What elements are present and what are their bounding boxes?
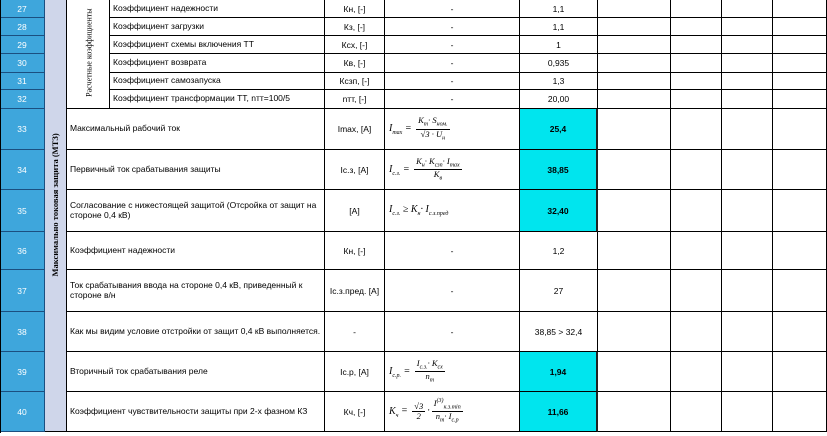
empty-cell[interactable] (671, 18, 722, 36)
row-value-text: 1,1 (552, 3, 565, 14)
empty-cell[interactable] (773, 36, 827, 54)
row-unit-text: nтт, [-] (342, 94, 367, 104)
row-value-text: 0,935 (547, 58, 570, 68)
row-unit[interactable] (325, 352, 385, 392)
row-formula[interactable] (385, 54, 520, 73)
row-number-text: 36 (17, 245, 27, 256)
row-unit[interactable] (325, 270, 385, 312)
empty-cell[interactable] (722, 90, 773, 109)
row-value[interactable] (520, 73, 598, 90)
row-number-text: 40 (17, 406, 27, 417)
empty-cell[interactable] (671, 190, 722, 232)
row-number[interactable] (0, 352, 45, 392)
row-formula[interactable] (385, 150, 520, 190)
row-formula[interactable] (385, 36, 520, 54)
row-value[interactable] (520, 0, 598, 18)
row-label[interactable] (67, 232, 325, 270)
section-design-coeffs (67, 0, 110, 109)
row-formula[interactable] (385, 232, 520, 270)
empty-cell[interactable] (671, 270, 722, 312)
row-value[interactable] (520, 352, 598, 392)
row-formula[interactable] (385, 190, 520, 232)
empty-cell[interactable] (773, 150, 827, 190)
row-value-text: 11,66 (547, 406, 569, 417)
row-unit-text: Ксзп, [-] (339, 76, 370, 86)
row-formula[interactable] (385, 18, 520, 36)
empty-cell[interactable] (598, 392, 671, 432)
row-label-text: Ток срабатывания ввода на стороне 0,4 кВ, приведенный к стороне в/н (70, 279, 303, 300)
formula: $I_{max}$ = $\frac{K_т\cdot S_{ном.}}{√3 \cdot U_н}$ (389, 115, 448, 142)
row-unit[interactable] (325, 232, 385, 270)
row-value-text: 1,94 (549, 366, 567, 377)
row-label-text: Коэффициент надежности (113, 2, 219, 13)
row-unit[interactable] (325, 90, 385, 109)
row-label-text: Коэффициент возврата (113, 57, 207, 68)
row-value-text: 1,2 (552, 245, 565, 256)
row-value[interactable] (520, 90, 598, 109)
row-unit[interactable] (325, 54, 385, 73)
row-number-text: 35 (17, 205, 27, 216)
row-number-text: 38 (17, 326, 27, 337)
row-label[interactable] (110, 36, 325, 54)
row-label-text: Максимальный рабочий ток (70, 123, 180, 134)
row-value[interactable] (520, 232, 598, 270)
row-unit-text: - (353, 326, 356, 337)
row-label[interactable] (67, 392, 325, 432)
empty-cell[interactable] (671, 90, 722, 109)
row-value[interactable] (520, 270, 598, 312)
row-number-text: 32 (17, 94, 27, 104)
row-number[interactable] (0, 150, 45, 190)
row-number[interactable] (0, 270, 45, 312)
row-unit-text: Ксх, [-] (341, 39, 368, 50)
empty-cell[interactable] (598, 232, 671, 270)
row-number[interactable] (0, 90, 45, 109)
row-value-text: 38,85 > 32,4 (534, 326, 583, 337)
row-label[interactable] (67, 150, 325, 190)
empty-cell[interactable] (598, 270, 671, 312)
row-value-text: 1,1 (552, 21, 565, 32)
empty-cell[interactable] (722, 352, 773, 392)
row-label-text: Согласование с нижестоящей защитой (Отсройка от защит на стороне 0,4 кВ) (70, 199, 317, 220)
row-unit[interactable] (325, 109, 385, 150)
empty-cell[interactable] (773, 232, 827, 270)
row-number-text: 34 (17, 164, 27, 175)
row-formula-text: - (450, 76, 454, 86)
row-label-text: Коэффициент загрузки (113, 20, 205, 31)
row-value-text: 38,85 (547, 164, 569, 175)
row-formula[interactable] (385, 0, 520, 18)
section-design-coeffs-label: Расчетные коэффициенты (84, 8, 94, 97)
row-label[interactable] (67, 312, 325, 352)
row-label[interactable] (67, 270, 325, 312)
row-unit-text: Кн, [-] (343, 245, 366, 256)
row-number-text: 37 (17, 285, 27, 296)
row-value-text: 25,4 (549, 124, 567, 134)
row-unit-text: Ic.з.пред. [А] (329, 285, 380, 296)
row-formula[interactable] (385, 90, 520, 109)
row-formula-text: - (450, 39, 454, 50)
empty-cell[interactable] (722, 109, 773, 150)
row-unit-text: Ic.з, [А] (340, 164, 369, 175)
row-unit[interactable] (325, 190, 385, 232)
empty-cell[interactable] (773, 18, 827, 36)
empty-cell[interactable] (671, 392, 722, 432)
row-label[interactable] (110, 54, 325, 73)
empty-cell[interactable] (598, 90, 671, 109)
row-formula-text: - (450, 21, 454, 32)
empty-cell[interactable] (722, 392, 773, 432)
row-value[interactable] (520, 392, 598, 432)
row-formula-text: - (450, 245, 454, 256)
empty-cell[interactable] (773, 0, 827, 18)
empty-cell[interactable] (722, 0, 773, 18)
empty-cell[interactable] (598, 73, 671, 90)
empty-cell[interactable] (598, 150, 671, 190)
row-label-text: Коэффициент самозапуска (113, 75, 221, 86)
row-number[interactable] (0, 312, 45, 352)
row-label[interactable] (110, 18, 325, 36)
row-value[interactable] (520, 109, 598, 150)
row-label-text: Коэффициент надежности (70, 244, 176, 255)
row-value[interactable] (520, 190, 598, 232)
empty-cell[interactable] (671, 352, 722, 392)
formula: $I_{с.з.}$ = $\frac{K_н\cdot K_{сзп}\cdot I_{max}}{K_в}$ (389, 155, 460, 182)
row-unit[interactable] (325, 0, 385, 18)
row-label-text: Коэффициент чувствительности защиты при 2-х фазном КЗ (70, 405, 308, 416)
empty-cell[interactable] (671, 312, 722, 352)
row-formula[interactable] (385, 109, 520, 150)
empty-cell[interactable] (722, 312, 773, 352)
row-formula-text: - (450, 58, 454, 68)
empty-cell[interactable] (722, 54, 773, 73)
empty-cell[interactable] (773, 90, 827, 109)
row-number-text: 39 (17, 366, 27, 377)
row-formula-text: - (450, 3, 454, 14)
empty-cell[interactable] (598, 54, 671, 73)
row-label-text: Как мы видим условие отстройки от защит 0,4 кВ выполняется. (70, 325, 321, 336)
row-number[interactable] (0, 0, 45, 18)
row-number-text: 27 (17, 3, 27, 14)
row-label[interactable] (67, 190, 325, 232)
row-label[interactable] (110, 0, 325, 18)
empty-cell[interactable] (598, 0, 671, 18)
row-label[interactable] (67, 352, 325, 392)
row-unit-text: Кз, [-] (343, 21, 366, 32)
empty-cell[interactable] (722, 18, 773, 36)
row-formula[interactable] (385, 270, 520, 312)
row-unit-text: Ic.р, [А] (340, 366, 369, 377)
formula: $K_ч$ = $\frac{√3}{2}$ · $\frac{I^{(3)}_{к.з.min}}{n_т\cdot I_{с.р}}$ (389, 398, 461, 425)
row-number[interactable] (0, 109, 45, 150)
row-unit[interactable] (325, 392, 385, 432)
row-formula[interactable] (385, 73, 520, 90)
empty-cell[interactable] (773, 392, 827, 432)
empty-cell[interactable] (722, 36, 773, 54)
empty-cell[interactable] (598, 190, 671, 232)
row-number-text: 31 (17, 76, 27, 86)
empty-cell[interactable] (671, 232, 722, 270)
row-formula[interactable] (385, 392, 520, 432)
empty-cell[interactable] (598, 109, 671, 150)
empty-cell[interactable] (671, 54, 722, 73)
row-number[interactable] (0, 73, 45, 90)
row-unit-text: Кн, [-] (343, 3, 366, 14)
row-label-text: Коэффициент трансформации ТТ, nтт=100/5 (113, 93, 290, 104)
empty-cell[interactable] (671, 0, 722, 18)
row-number-text: 29 (17, 39, 27, 50)
empty-cell[interactable] (598, 18, 671, 36)
row-value[interactable] (520, 150, 598, 190)
row-label-text: Коэффициент схемы включения ТТ (113, 38, 254, 49)
row-number[interactable] (0, 54, 45, 73)
section-band (45, 0, 67, 432)
row-formula[interactable] (385, 312, 520, 352)
row-number-text: 28 (17, 21, 27, 32)
empty-cell[interactable] (773, 54, 827, 73)
row-value[interactable] (520, 36, 598, 54)
row-value-text: 32,40 (547, 205, 569, 216)
empty-cell[interactable] (773, 190, 827, 232)
row-unit-text: Кв, [-] (343, 58, 366, 68)
empty-cell[interactable] (773, 73, 827, 90)
row-number[interactable] (0, 36, 45, 54)
row-label[interactable] (110, 73, 325, 90)
empty-cell[interactable] (722, 73, 773, 90)
row-value[interactable] (520, 54, 598, 73)
row-value[interactable] (520, 312, 598, 352)
row-label[interactable] (110, 90, 325, 109)
empty-cell[interactable] (722, 232, 773, 270)
row-unit-text: Кч, [-] (343, 406, 366, 417)
row-unit[interactable] (325, 36, 385, 54)
row-value-text: 1 (556, 39, 561, 50)
empty-cell[interactable] (671, 36, 722, 54)
row-value-text: 1,3 (552, 76, 565, 86)
empty-cell[interactable] (773, 109, 827, 150)
row-number-text: 30 (17, 58, 27, 68)
row-unit[interactable] (325, 150, 385, 190)
row-value[interactable] (520, 18, 598, 36)
row-label[interactable] (67, 109, 325, 150)
empty-cell[interactable] (773, 270, 827, 312)
empty-cell[interactable] (598, 312, 671, 352)
row-value-text: 27 (553, 285, 564, 296)
row-formula-text: - (450, 285, 454, 296)
empty-cell[interactable] (722, 150, 773, 190)
row-formula-text: - (450, 94, 454, 104)
row-number[interactable] (0, 392, 45, 432)
formula: $I_{с.р.}$ = $\frac{I_{с.з.}\cdot K_{сх}}{n_т}$ (389, 357, 443, 384)
empty-cell[interactable] (671, 73, 722, 90)
empty-cell[interactable] (598, 352, 671, 392)
row-unit-text: Imax, [А] (337, 124, 372, 134)
row-formula-text: - (450, 326, 454, 337)
section-mtz-label: Максимально токовая защита (МТЗ) (50, 133, 61, 277)
empty-cell[interactable] (773, 312, 827, 352)
row-unit-text: [А] (349, 205, 360, 216)
row-label-text: Первичный ток срабатывания защиты (70, 163, 221, 174)
row-number[interactable] (0, 232, 45, 270)
row-number[interactable] (0, 18, 45, 36)
row-number[interactable] (0, 190, 45, 232)
row-value-text: 20,00 (547, 94, 570, 104)
row-unit[interactable] (325, 312, 385, 352)
empty-cell[interactable] (722, 270, 773, 312)
row-unit[interactable] (325, 73, 385, 90)
empty-cell[interactable] (671, 150, 722, 190)
row-label-text: Вторичный ток срабатывания реле (70, 365, 208, 376)
empty-cell[interactable] (773, 352, 827, 392)
empty-cell[interactable] (598, 36, 671, 54)
row-number-text: 33 (17, 124, 27, 134)
row-unit[interactable] (325, 18, 385, 36)
row-formula[interactable] (385, 352, 520, 392)
empty-cell[interactable] (722, 190, 773, 232)
formula: $I_{с.з.} \ge K_н\cdot I_{с.з.пред}$ (389, 204, 449, 217)
empty-cell[interactable] (671, 109, 722, 150)
